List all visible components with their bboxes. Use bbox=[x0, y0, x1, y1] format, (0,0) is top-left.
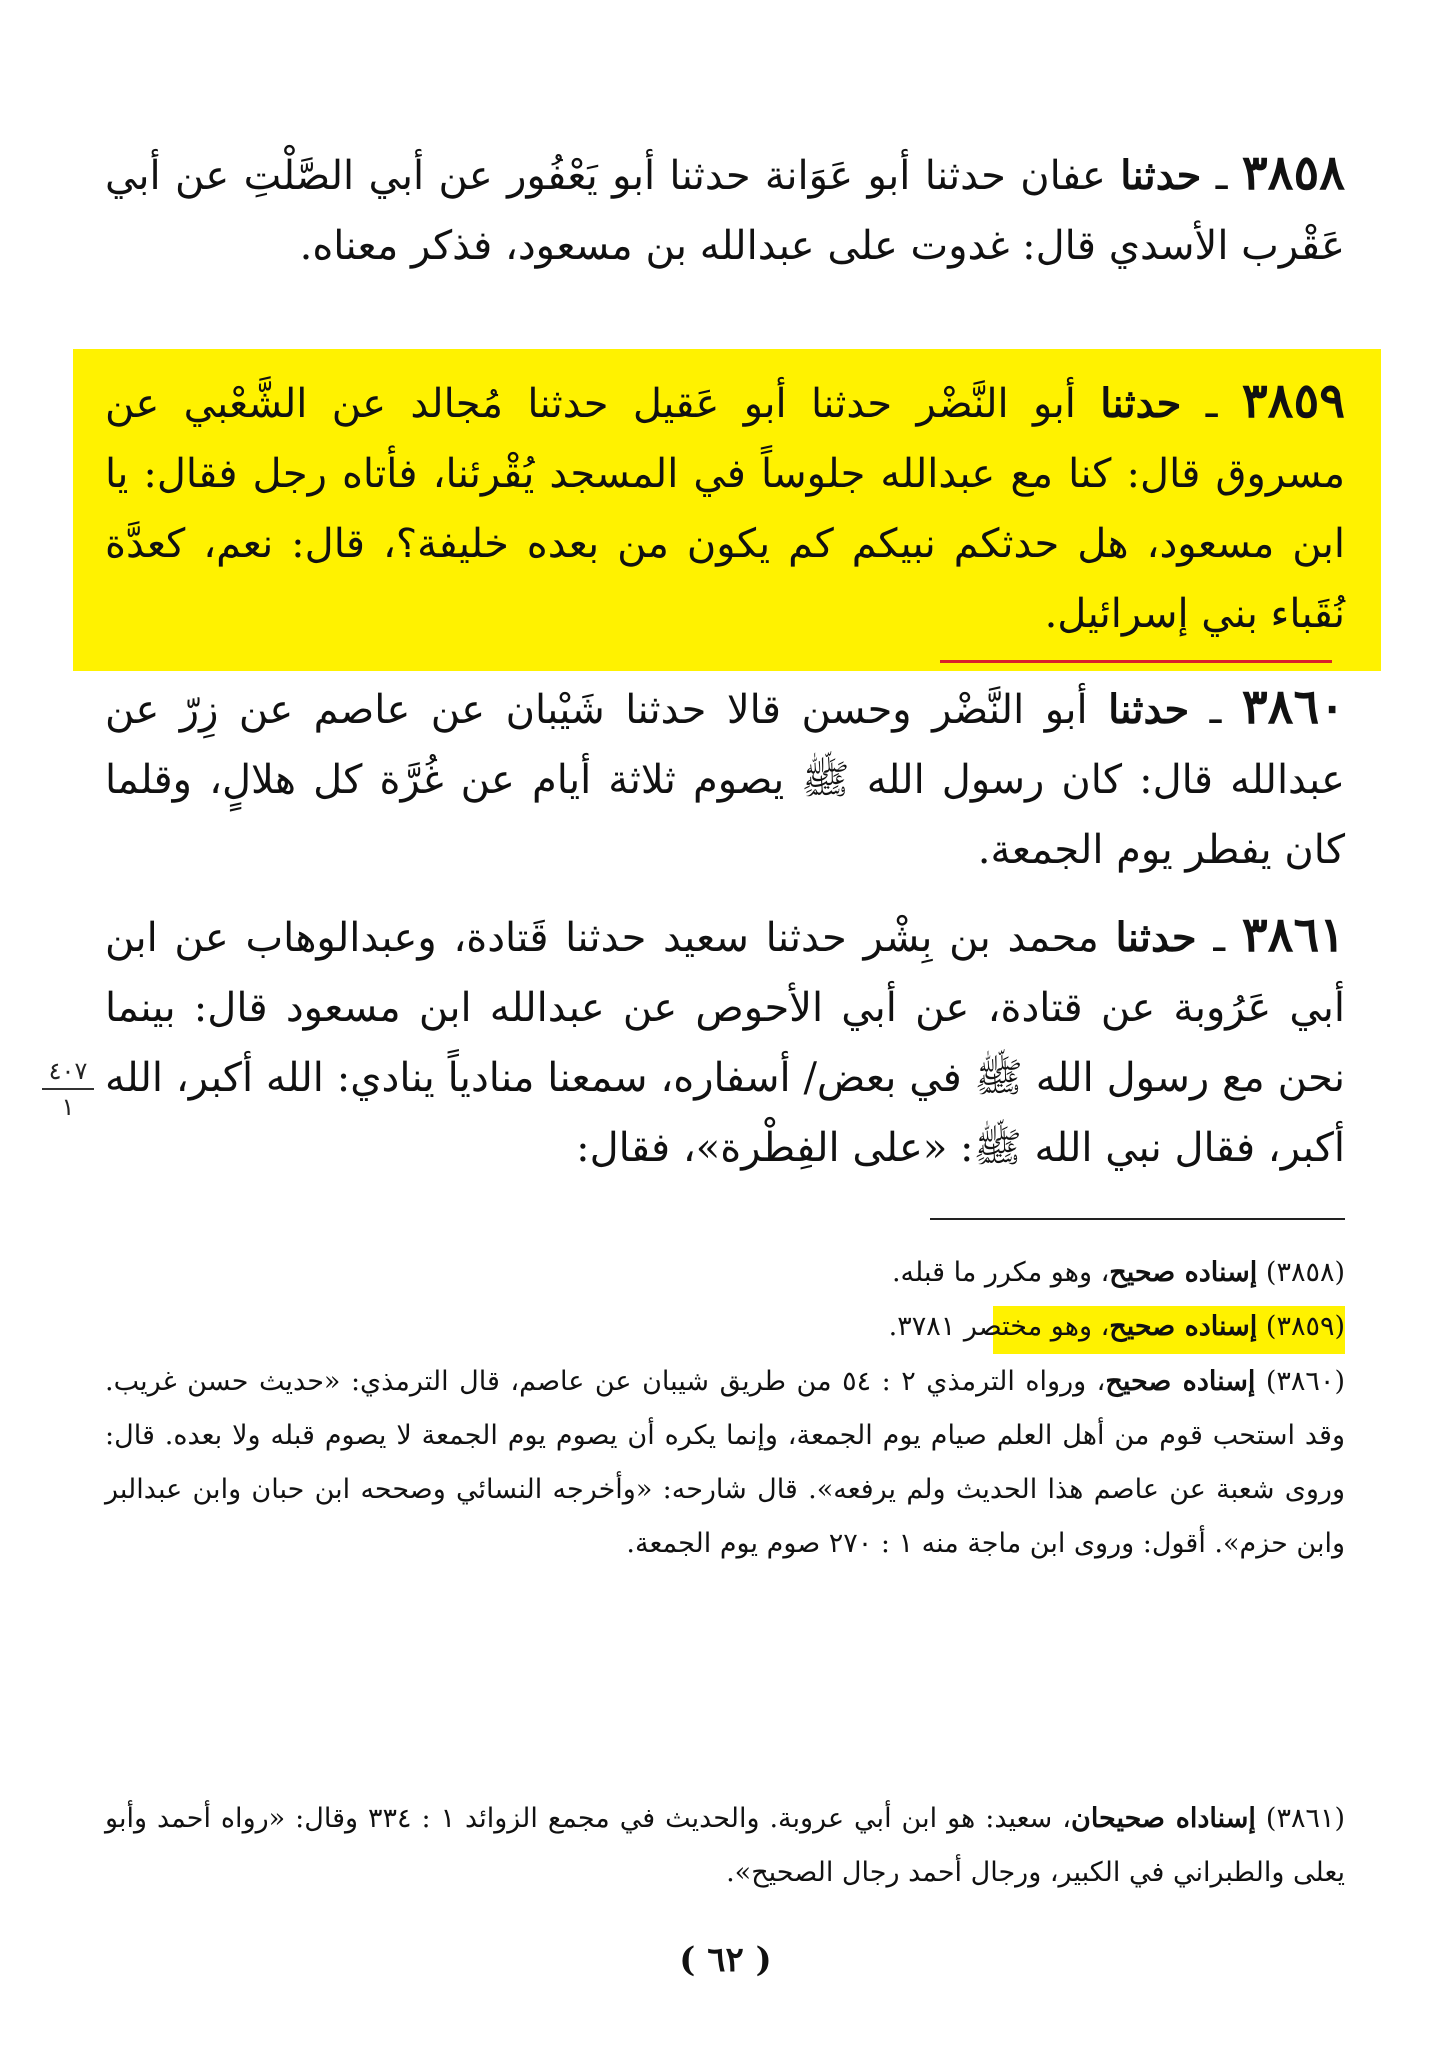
hadith-number: ٣٨٦٠ bbox=[1241, 679, 1345, 735]
hadith-text: عفان حدثنا أبو عَوَانة حدثنا أبو يَعْفُور عن أبي الصَّلْتِ عن أبي عَقْرب الأسدي قال: غدوت على عبدالله بن مسعود، فذكر معناه. bbox=[105, 153, 1345, 269]
hadith-text: أبو النَّضْر وحسن قالا حدثنا شَيْبان عن عاصم عن زِرّ عن عبدالله قال: كان رسول الله ﷺ يصوم ثلاثة أيام عن غُرَّة كل هلالٍ، وقلما كان يفطر يوم الجمعة. bbox=[105, 687, 1345, 873]
footnote-3860 bbox=[105, 1355, 1345, 1571]
hadith-number: ٣٨٥٨ bbox=[1241, 145, 1345, 201]
margin-ref-bar bbox=[42, 1088, 94, 1090]
margin-page-reference bbox=[38, 1058, 98, 1120]
hadith-number: ٣٨٥٩ bbox=[1241, 373, 1345, 429]
hadith-lead: حدثنا bbox=[1115, 914, 1197, 961]
footnote-text: ، وهو مختصر ٣٧٨١. bbox=[888, 1311, 1110, 1342]
footnote-text: ، ورواه الترمذي ٢ : ٥٤ من طريق شيبان عن عاصم، قال الترمذي: «حديث حسن غريب. وقد استحب قوم من أهل العلم صيام يوم الجمعة، وإنما يكره أن يصوم يوم الجمعة لا يصوم قبله ولا بعده. قال: وروى شعبة عن عاصم هذا الحديث ولم يرفعه». قال شارحه: «وأخرجه النسائي وصححه ابن حبان وابن عبدالبر وابن حزم». أقول: وروى ابن ماجة منه ١ : ٢٧٠ صوم يوم الجمعة. bbox=[105, 1366, 1345, 1559]
hadith-lead: حدثنا bbox=[1120, 152, 1202, 199]
hadith-3860: ٣٨٦٠ ـ حدثنا أبو النَّضْر وحسن قالا حدثنا شَيْبان عن عاصم عن زِرّ عن عبدالله قال: كان رسول الله ﷺ يصوم ثلاثة أيام عن غُرَّة كل هلالٍ، وقلما كان يفطر يوم الجمعة. bbox=[105, 679, 1345, 873]
footnote-grade: إسناده صحيح bbox=[1105, 1366, 1256, 1397]
hadith-lead: حدثنا bbox=[1108, 686, 1190, 733]
red-underline bbox=[940, 660, 1332, 663]
hadith-3859: ٣٨٥٩ ـ حدثنا أبو النَّضْر حدثنا أبو عَقيل حدثنا مُجالد عن الشَّعْبي عن مسروق قال: كنا مع عبدالله جلوساً في المسجد يُقْرئنا، فأتاه رجل فقال: يا ابن مسعود، هل حدثكم نبيكم كم يكون من بعده خليفة؟، قال: نعم، كعدَّة نُقَباء بني إسرائيل. bbox=[105, 373, 1345, 637]
hadith-3858: ٣٨٥٨ ـ حدثنا عفان حدثنا أبو عَوَانة حدثنا أبو يَعْفُور عن أبي الصَّلْتِ عن أبي عَقْرب الأسدي قال: غدوت على عبدالله بن مسعود، فذكر معناه. bbox=[105, 145, 1345, 269]
footnote-text: ، وهو مكرر ما قبله. bbox=[891, 1257, 1110, 1288]
hadith-number: ٣٨٦١ bbox=[1241, 907, 1345, 963]
footnote-divider bbox=[930, 1218, 1345, 1220]
page-number: ( ٦٢ ) bbox=[679, 1940, 772, 1980]
margin-ref-top: ٤٠٧ bbox=[48, 1057, 88, 1085]
footnote-number: (٣٨٦٠) bbox=[1265, 1366, 1345, 1397]
hadith-text: محمد بن بِشْر حدثنا سعيد حدثنا قَتادة، وعبدالوهاب عن ابن أبي عَرُوبة عن قتادة، عن أبي الأحوص عن عبدالله ابن مسعود قال: بينما نحن مع رسول الله ﷺ في بعض/ أسفاره، سمعنا منادياً ينادي: الله أكبر، الله أكبر، فقال نبي الله ﷺ: «على الفِطْرة»، فقال: bbox=[105, 915, 1345, 1171]
footnote-grade: إسناداه صحيحان bbox=[1070, 1803, 1256, 1834]
hadith-text: أبو النَّضْر حدثنا أبو عَقيل حدثنا مُجالد عن الشَّعْبي عن مسروق قال: كنا مع عبدالله جلوساً في المسجد يُقْرئنا، فأتاه رجل فقال: يا ابن مسعود، هل حدثكم نبيكم كم يكون من بعده خليفة؟، قال: نعم، كعدَّة نُقَباء بني إسرائيل. bbox=[105, 381, 1345, 637]
footnote-number: (٣٨٥٨) bbox=[1265, 1257, 1345, 1288]
margin-ref-bottom: ١ bbox=[61, 1093, 75, 1121]
footnote-3858 bbox=[105, 1246, 1345, 1300]
footnote-text: ، سعيد: هو ابن أبي عروبة. والحديث في مجمع الزوائد ١ : ٣٣٤ وقال: «رواه أحمد وأبو يعلى والطبراني في الكبير، ورجال أحمد رجال الصحيح». bbox=[105, 1803, 1345, 1888]
footnote-number: (٣٨٥٩) bbox=[1265, 1311, 1345, 1342]
footnote-number: (٣٨٦١) bbox=[1265, 1803, 1346, 1834]
hadith-lead: حدثنا bbox=[1100, 380, 1182, 427]
hadith-3861: ٣٨٦١ ـ حدثنا محمد بن بِشْر حدثنا سعيد حدثنا قَتادة، وعبدالوهاب عن ابن أبي عَرُوبة عن قتادة، عن أبي الأحوص عن عبدالله ابن مسعود قال: بينما نحن مع رسول الله ﷺ في بعض/ أسفاره، سمعنا منادياً ينادي: الله أكبر، الله أكبر، فقال نبي الله ﷺ: «على الفِطْرة»، فقال: bbox=[105, 907, 1345, 1171]
footnote-grade: إسناده صحيح bbox=[1109, 1311, 1258, 1342]
footnote-grade: إسناده صحيح bbox=[1109, 1257, 1258, 1288]
footnote-3859 bbox=[105, 1300, 1345, 1354]
footnote-3861 bbox=[105, 1792, 1345, 1900]
